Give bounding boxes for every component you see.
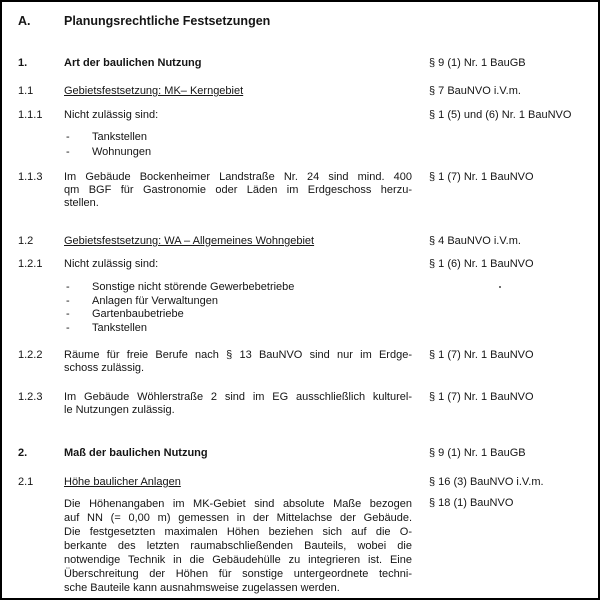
- bullet-list: [64, 130, 412, 159]
- section-number: 1.1: [18, 85, 34, 97]
- section-row-2: [2, 447, 598, 460]
- text-line: qm BGF für Gastronomie oder Läden im Erdgeschoss herzu-: [64, 184, 412, 196]
- section-number: 1.2.2: [18, 349, 43, 361]
- section-number: 1.: [18, 57, 28, 69]
- text-line: Räume für freie Berufe nach § 13 BauNVO sind nur im Erdge-: [64, 349, 412, 361]
- bullet-dash: -: [66, 308, 70, 320]
- section-text: [64, 391, 412, 417]
- legal-ref-line: § 16 (3) BauNVO i.V.m.: [429, 476, 544, 488]
- bullet-item: [64, 295, 412, 309]
- legal-ref: [429, 349, 597, 362]
- section-heading: Höhe baulicher Anlagen: [64, 476, 181, 488]
- bullet-dash: -: [66, 294, 70, 307]
- section-text: [64, 171, 412, 210]
- section-row-1-1-1: [2, 109, 598, 159]
- section-text: Nicht zulässig sind:: [64, 258, 159, 270]
- legal-ref-line: § 1 (7) Nr. 1 BauNVO: [429, 349, 534, 361]
- legal-ref: [429, 476, 597, 510]
- legal-ref-line: § 7 BauNVO i.V.m.: [429, 85, 521, 97]
- legal-ref-line: § 1 (6) Nr. 1 BauNVO: [429, 258, 534, 270]
- section-row-1-2: [2, 235, 598, 248]
- section-number: 2.: [18, 447, 28, 459]
- legal-ref-line: § 9 (1) Nr. 1 BauGB: [429, 447, 526, 459]
- bullet-text: Sonstige nicht störende Gewerbebetriebe: [92, 281, 295, 293]
- text-line: Im Gebäude Bockenheimer Landstraße Nr. 24 sind mind. 400: [64, 171, 412, 183]
- text-line: Die Höhenangaben im MK-Gebiet sind absolute Maße bezogen: [64, 498, 412, 510]
- section-row-1-1-3: [2, 171, 598, 210]
- text-line: le Nutzungen zulässig.: [64, 404, 175, 416]
- text-line: auf NN (= 0,00 m) gemessen in der Mittelachse der Gebäude.: [64, 512, 412, 524]
- legal-ref-line: § 1 (7) Nr. 1 BauNVO: [429, 171, 534, 183]
- section-row-1-2-1: [2, 258, 598, 335]
- bullet-dash: -: [66, 131, 70, 143]
- section-row-1-2-2: [2, 349, 598, 375]
- legal-ref-line: § 18 (1) BauNVO: [429, 497, 514, 509]
- legal-ref-line: § 9 (1) Nr. 1 BauGB: [429, 57, 526, 69]
- legal-ref: [429, 57, 597, 70]
- bullet-item: [64, 308, 412, 322]
- section-number: 1.2: [18, 235, 34, 247]
- bullet-text: Tankstellen: [92, 131, 148, 143]
- document-title-row: [2, 13, 598, 29]
- legal-ref-line: § 1 (7) Nr. 1 BauNVO: [429, 391, 534, 403]
- legal-ref: [429, 85, 597, 98]
- legal-ref: [429, 258, 597, 271]
- section-heading: Art der baulichen Nutzung: [64, 57, 202, 69]
- text-line: Die festgesetzten maximalen Höhen beziehen sich auf die O-: [64, 526, 412, 538]
- legal-ref: [429, 447, 597, 460]
- section-number: 1.1.3: [18, 171, 43, 183]
- bullet-dash: -: [66, 145, 70, 158]
- text-line: schoss zulässig.: [64, 362, 145, 374]
- bullet-item: [64, 145, 412, 160]
- legal-ref: [429, 391, 597, 404]
- text-line: notwendige Technik in die Gebäudehülle zu integrieren ist. Eine: [64, 554, 412, 566]
- title-number: A.: [18, 14, 31, 28]
- bullet-item: [64, 130, 412, 145]
- bullet-text: Wohnungen: [92, 145, 152, 158]
- bullet-text: Anlagen für Verwaltungen: [92, 294, 218, 307]
- bullet-dash: -: [66, 321, 70, 334]
- section-number: 1.1.1: [18, 109, 43, 121]
- text-line: Im Gebäude Wöhlerstraße 2 sind im EG ausschließlich kulturel-: [64, 391, 412, 403]
- legal-ref-line: § 1 (5) und (6) Nr. 1 BauNVO: [429, 109, 572, 121]
- bullet-list: [64, 281, 412, 335]
- legal-ref-line: § 4 BauNVO i.V.m.: [429, 235, 521, 247]
- section-heading: Gebietsfestsetzung: MK– Kerngebiet: [64, 85, 244, 97]
- legal-ref: [429, 235, 597, 248]
- legal-ref: [429, 109, 597, 122]
- section-heading: Gebietsfestsetzung: WA – Allgemeines Wohngebiet: [64, 235, 315, 247]
- bullet-text: Tankstellen: [92, 321, 148, 334]
- section-text: [64, 497, 412, 595]
- section-number: 2.1: [18, 476, 34, 488]
- section-row-1-2-3: [2, 391, 598, 417]
- section-row-1-1: [2, 85, 598, 98]
- scan-artifact-dot: [499, 286, 501, 288]
- section-row-1: [2, 57, 598, 70]
- text-line: berkante des letzten raumabschließenden Bauteils, wobei die: [64, 540, 412, 552]
- section-row-2-1: [2, 476, 598, 595]
- section-number: 1.2.3: [18, 391, 43, 403]
- section-text: [64, 349, 412, 375]
- section-heading: Maß der baulichen Nutzung: [64, 447, 208, 459]
- bullet-item: [64, 322, 412, 336]
- bullet-dash: -: [66, 281, 70, 293]
- bullet-text: Gartenbaubetriebe: [92, 308, 184, 320]
- text-line: Überschreitung der Höhen für sonstige untergeordnete techni-: [64, 568, 412, 580]
- page-title: Planungsrechtliche Festsetzungen: [64, 14, 271, 28]
- text-line: stellen.: [64, 197, 99, 209]
- section-text: Nicht zulässig sind:: [64, 109, 159, 121]
- text-line: sche Bauteile kann ausnahmsweise zugelassen werden.: [64, 582, 340, 594]
- section-number: 1.2.1: [18, 258, 43, 270]
- bullet-item: [64, 281, 412, 295]
- legal-ref: [429, 171, 597, 184]
